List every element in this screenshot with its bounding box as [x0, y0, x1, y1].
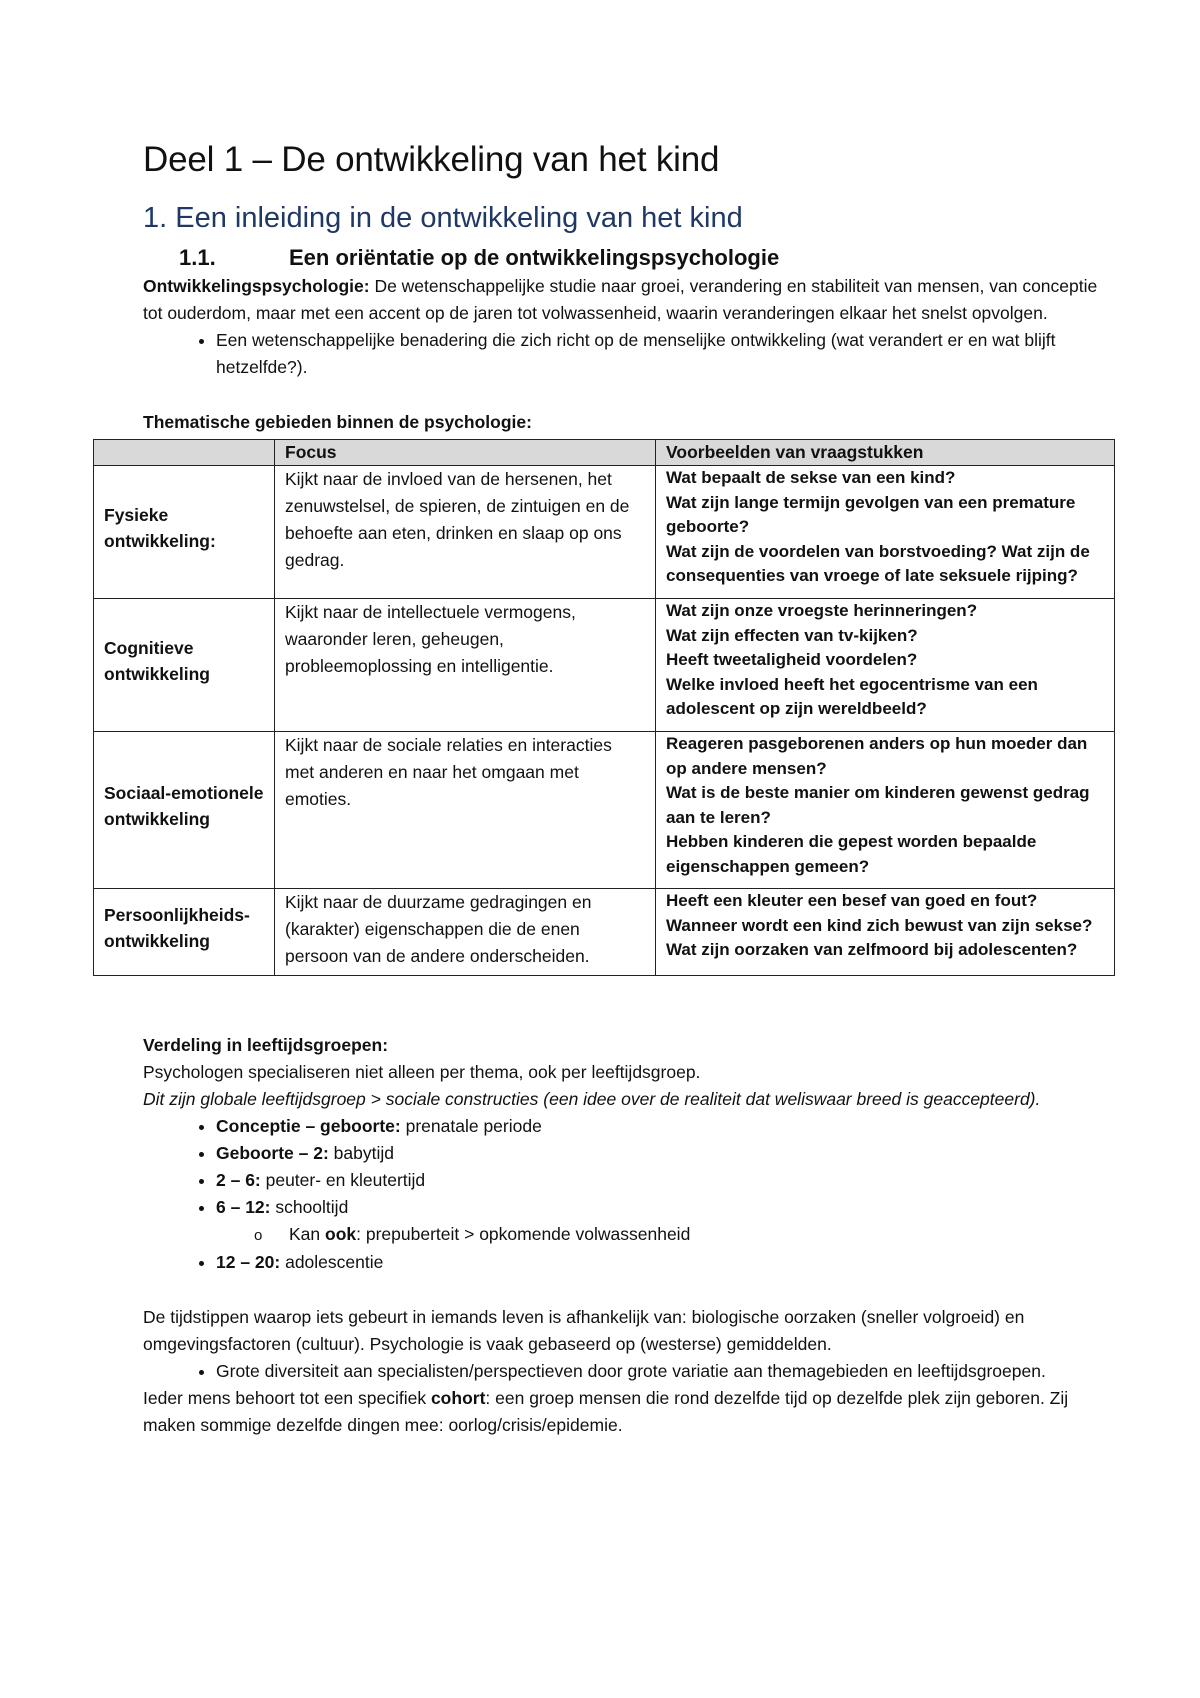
- section-title: Een oriëntatie op de ontwikkelingspsychologie: [289, 245, 780, 270]
- list-item: [216, 1194, 1118, 1249]
- questions-cell: [656, 599, 1115, 732]
- focus-cell: Kijkt naar de duurzame gedragingen en (karakter) eigenschappen die de enen persoon van de andere onderscheiden.: [275, 889, 656, 976]
- document-page: [104, 140, 1118, 1439]
- table-header-cell: [94, 440, 275, 466]
- question: Welke invloed heeft het egocentrisme van een adolescent op zijn wereldbeeld?: [666, 674, 1038, 718]
- age-range: 2 – 6:: [216, 1170, 261, 1190]
- table-title: Thematische gebieden binnen de psychologie:: [143, 412, 532, 432]
- age-range: 12 – 20:: [216, 1252, 281, 1272]
- question: Wat zijn onze vroegste herinneringen?: [666, 601, 978, 620]
- question: Heeft een kleuter een besef van goed en fout?: [666, 891, 1038, 910]
- age-group-list: [143, 1113, 1118, 1276]
- section-heading: [179, 245, 1118, 271]
- age-label: adolescentie: [280, 1252, 384, 1272]
- age-heading-text: Verdeling in leeftijdsgroepen:: [143, 1035, 389, 1055]
- timing-paragraph: De tijdstippen waarop iets gebeurt in iemands leven is afhankelijk van: biologische oorzaken (sneller volgroeid) en omgevingsfactoren (cultuur). Psychologie is vaak gebaseerd op (westerse) gemiddelden.: [143, 1307, 1025, 1354]
- cohort-before: Ieder mens behoort tot een specifiek: [143, 1388, 431, 1408]
- section-number: 1.1.: [179, 245, 216, 270]
- cohort-paragraph: [143, 1385, 1118, 1439]
- table-row: [94, 732, 1115, 889]
- list-item: • Grote diversiteit aan specialisten/perspectieven door grote variatie aan themagebieden en leeftijdsgroepen.: [216, 1358, 1118, 1385]
- themes-table: [93, 439, 1115, 976]
- sub-list-item: [289, 1221, 1118, 1249]
- table-row: [94, 889, 1115, 976]
- age-label: babytijd: [328, 1143, 394, 1163]
- list-item: [216, 1167, 1118, 1194]
- sub-prefix: Kan: [289, 1224, 325, 1244]
- area-cell: Fysieke ontwikkeling:: [94, 466, 275, 599]
- question: Heeft tweetaligheid voordelen?: [666, 650, 918, 669]
- focus-cell: Kijkt naar de invloed van de hersenen, het zenuwstelsel, de spieren, de zintuigen en de behoefte aan eten, drinken en slaap op ons gedrag.: [275, 466, 656, 599]
- list-item: [216, 1113, 1118, 1140]
- sub-bold: ook: [325, 1224, 357, 1244]
- age-heading: [143, 1032, 1118, 1059]
- age-label: schooltijd: [270, 1197, 349, 1217]
- definition-paragraph: [143, 273, 1118, 327]
- table-header-cell: Focus: [275, 440, 656, 466]
- age-label: prenatale periode: [400, 1116, 542, 1136]
- chapter-title: 1. Een inleiding in de ontwikkeling van het kind: [143, 202, 743, 234]
- definition-text: De wetenschappelijke studie naar groei, verandering en stabiliteit van mensen, van conceptie tot ouderdom, maar met een accent op de jaren tot volwassenheid, waarin veranderingen elkaar het snelst opvolgen.: [143, 276, 1098, 323]
- list-item: [216, 1140, 1118, 1167]
- question: Wat bepaalt de sekse van een kind?: [666, 468, 956, 487]
- definition-term: Ontwikkelingspsychologie:: [143, 276, 370, 296]
- cohort-term: cohort: [430, 1388, 486, 1408]
- sub-list: [216, 1221, 1118, 1249]
- area-cell: Sociaal-emotionele ontwikkeling: [94, 732, 275, 889]
- questions-cell: [656, 889, 1115, 976]
- age-label: peuter- en kleutertijd: [260, 1170, 426, 1190]
- question: Reageren pasgeborenen anders op hun moeder dan op andere mensen?: [666, 734, 1088, 778]
- question: Wat zijn oorzaken van zelfmoord bij adolescenten?: [666, 940, 1078, 959]
- questions-cell: [656, 466, 1115, 599]
- question: Hebben kinderen die gepest worden bepaalde eigenschappen gemeen?: [666, 832, 1037, 876]
- definition-list: [143, 327, 1118, 381]
- table-row: [94, 599, 1115, 732]
- age-range: 6 – 12:: [216, 1197, 271, 1217]
- area-cell: Persoonlijkheids-ontwikkeling: [94, 889, 275, 976]
- questions-cell: [656, 732, 1115, 889]
- area-cell: Cognitieve ontwikkeling: [94, 599, 275, 732]
- age-range: Conceptie – geboorte:: [216, 1116, 401, 1136]
- age-italic-note: Dit zijn globale leeftijdsgroep > sociale constructies (een idee over de realiteit dat weliswaar breed is geaccepteerd).: [143, 1089, 1041, 1109]
- part-title: Deel 1 – De ontwikkeling van het kind: [143, 140, 720, 179]
- question: Wat zijn de voordelen van borstvoeding? Wat zijn de consequenties van vroege of late seksuele rijping?: [666, 541, 1090, 585]
- table-header-cell: Voorbeelden van vraagstukken: [656, 440, 1115, 466]
- list-item: • Een wetenschappelijke benadering die zich richt op de menselijke ontwikkeling (wat verandert er en wat blijft hetzelfde?).: [216, 327, 1118, 381]
- age-range: Geboorte – 2:: [216, 1143, 329, 1163]
- cohort-after: : een groep mensen die rond dezelfde tijd op dezelfde plek zijn geboren. Zij maken sommige dezelfde dingen mee: oorlog/crisis/epidemie.: [143, 1388, 1069, 1435]
- table-header-row: [94, 440, 1115, 466]
- diversity-list: [143, 1358, 1118, 1385]
- question: Wanneer wordt een kind zich bewust van zijn sekse?: [666, 915, 1093, 935]
- focus-cell: Kijkt naar de intellectuele vermogens, waaronder leren, geheugen, probleemoplossing en intelligentie.: [275, 599, 656, 732]
- table-row: [94, 466, 1115, 599]
- focus-cell: Kijkt naar de sociale relaties en interacties met anderen en naar het omgaan met emoties.: [275, 732, 656, 889]
- question: Wat zijn effecten van tv-kijken?: [666, 625, 918, 645]
- age-intro: Psychologen specialiseren niet alleen per thema, ook per leeftijdsgroep.: [143, 1062, 701, 1082]
- question: Wat is de beste manier om kinderen gewenst gedrag aan te leren?: [666, 783, 1090, 827]
- sub-text: : prepuberteit > opkomende volwassenheid: [356, 1224, 691, 1244]
- list-item: [216, 1249, 1118, 1276]
- question: Wat zijn lange termijn gevolgen van een premature geboorte?: [666, 492, 1076, 536]
